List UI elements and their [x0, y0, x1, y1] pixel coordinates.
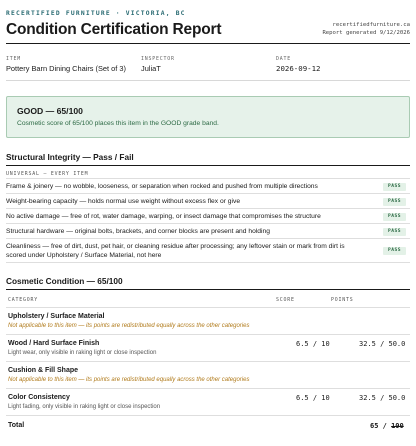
inspector-label: INSPECTOR: [141, 56, 175, 62]
criterion-cleanliness: Cleanliness — free of dirt, dust, pet hair, or cleaning residue after processing; any leftover stain or mark from dirt is scored under Upholstery / Surface Material, not here: [6, 243, 345, 259]
total-score: 65: [370, 422, 379, 430]
item-label: ITEM: [6, 56, 21, 62]
criterion-frame-joinery: Frame & joinery — no wobble, looseness, or separation when rocked and pushed from multiple directions: [6, 183, 318, 190]
pass-badge: PASS: [383, 183, 406, 191]
site-url[interactable]: recertifiedfurniture.ca: [332, 22, 410, 28]
col-points: POINTS: [331, 297, 354, 303]
category-score: 6.5 / 10: [296, 394, 330, 402]
total-max: 100: [391, 422, 404, 430]
category-color-consistency: Color Consistency: [8, 394, 70, 401]
generated-date: Report generated 9/12/2026: [322, 30, 410, 36]
inspector-value: JuliaT: [141, 64, 161, 73]
cosmetic-divider: [6, 289, 410, 290]
structural-title: Structural Integrity — Pass / Fail: [6, 152, 134, 162]
row-divider: [6, 361, 410, 362]
grade-banner: [6, 96, 410, 138]
brand-line: RECERTIFIED FURNITURE · VICTORIA, BC: [6, 10, 186, 17]
cosmetic-title: Cosmetic Condition — 65/100: [6, 276, 123, 286]
structural-subheading: UNIVERSAL — EVERY ITEM: [6, 171, 89, 177]
meta-divider: [6, 80, 410, 81]
pass-badge: PASS: [383, 228, 406, 236]
row-divider: [6, 415, 410, 416]
row-divider: [6, 238, 410, 239]
row-divider: [6, 223, 410, 224]
category-cushion-fill: Cushion & Fill Shape: [8, 367, 79, 374]
date-label: DATE: [276, 56, 291, 62]
pass-badge: PASS: [383, 213, 406, 221]
total-separator: /: [378, 422, 392, 430]
col-score: SCORE: [276, 297, 295, 303]
page-title: Condition Certification Report: [6, 21, 222, 38]
structural-divider: [6, 165, 410, 166]
total-value: [370, 422, 404, 430]
row-divider: [6, 307, 410, 308]
category-note: Not applicable to this item — its points are redistributed equally across the other categories: [8, 377, 250, 383]
criterion-active-damage: No active damage — free of rot, water damage, warping, or insect damage that compromises the structure: [6, 213, 321, 220]
row-divider: [6, 208, 410, 209]
row-divider: [6, 262, 410, 263]
category-score: 6.5 / 10: [296, 340, 330, 348]
category-desc: Light fading, only visible in raking light or close inspection: [8, 404, 161, 410]
total-label: Total: [8, 422, 25, 429]
category-wood-finish: Wood / Hard Surface Finish: [8, 340, 100, 347]
category-points: 32.5 / 50.0: [359, 394, 406, 402]
row-divider: [6, 334, 410, 335]
criterion-weight-bearing: Weight-bearing capacity — holds normal use weight without excess flex or give: [6, 198, 241, 205]
pass-badge: PASS: [383, 198, 406, 206]
row-divider: [6, 388, 410, 389]
category-upholstery: Upholstery / Surface Material: [8, 313, 105, 320]
category-desc: Light wear, only visible in raking light or close inspection: [8, 350, 157, 356]
col-category: CATEGORY: [8, 297, 38, 303]
item-value: Pottery Barn Dining Chairs (Set of 3): [6, 64, 126, 73]
row-divider: [6, 178, 410, 179]
grade-title: GOOD — 65/100: [17, 106, 83, 116]
row-divider: [6, 193, 410, 194]
category-note: Not applicable to this item — its points are redistributed equally across the other categories: [8, 323, 250, 329]
grade-summary: Cosmetic score of 65/100 places this item in the GOOD grade band.: [17, 120, 219, 127]
date-value: 2026-09-12: [276, 64, 321, 73]
category-points: 32.5 / 50.0: [359, 340, 406, 348]
header-meta: [322, 21, 410, 37]
criterion-structural-hardware: Structural hardware — original bolts, brackets, and corner blocks are present and holding: [6, 228, 270, 235]
pass-badge: PASS: [383, 247, 406, 255]
report-header: [6, 8, 410, 44]
